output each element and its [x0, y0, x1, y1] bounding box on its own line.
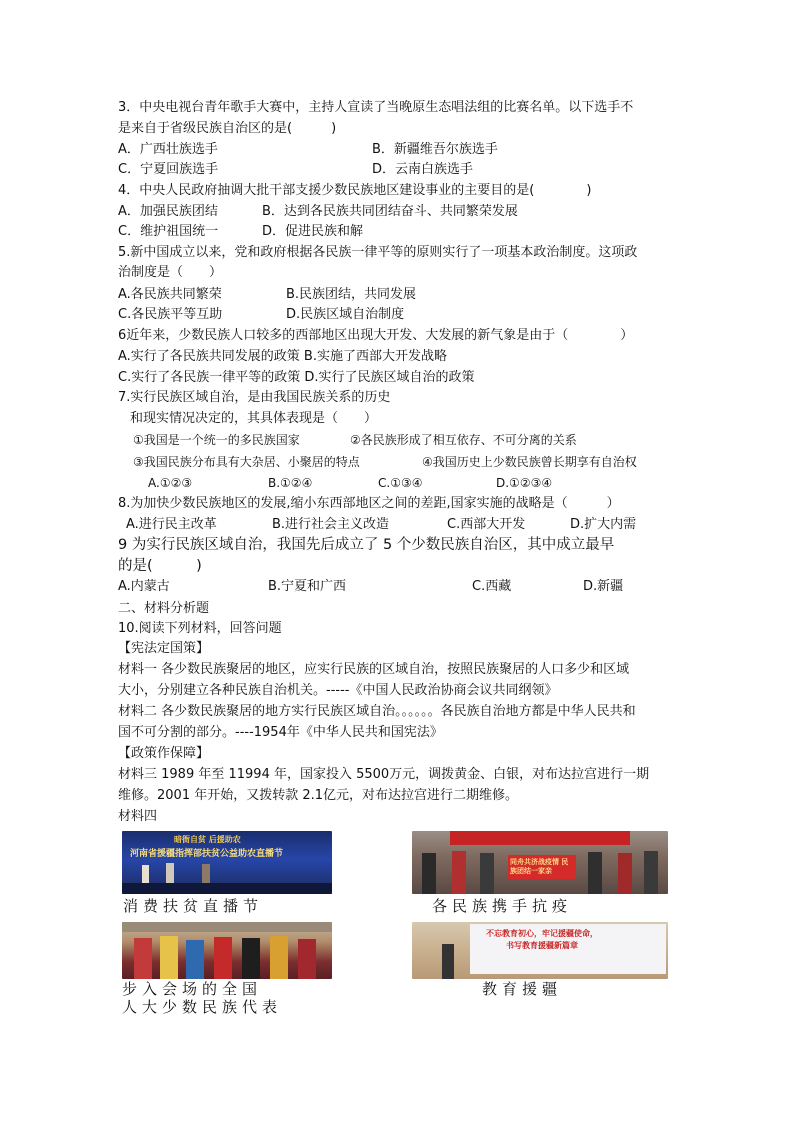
- q4-stem: 4．中央人民政府抽调大批干部支援少数民族地区建设事业的主要目的是( ): [118, 183, 592, 198]
- q10-stem: 10.阅读下列材料，回答问题: [118, 621, 282, 636]
- photo-livestream: [122, 831, 332, 894]
- person-silhouette: [134, 938, 152, 979]
- q5-stem-line1: 5.新中国成立以来，党和政府根据各民族一律平等的原则实行了一项基本政治制度。这项政: [118, 245, 638, 260]
- caption-delegates-line2: 人大少数民族代表: [122, 998, 283, 1016]
- photo-education-banner-2: 书写教育援疆新篇章: [506, 941, 578, 950]
- q4-option-c: C．维护祖国统一: [118, 224, 219, 239]
- q7-option-d: D.①②③④: [496, 476, 553, 490]
- photo-education-aid: [412, 922, 668, 979]
- q7-statement-3: ③我国民族分布具有大杂居、小聚居的特点: [133, 455, 360, 469]
- q10-heading-policy: 【政策作保障】: [118, 746, 210, 761]
- q7-statement-2: ②各民族形成了相互依存、不可分离的关系: [350, 433, 577, 447]
- q10-material-3-line1: 材料三 1989 年至 11994 年，国家投入 5500万元，调拨黄金、白银，对布达拉宫进行一期: [118, 767, 650, 782]
- photo-livestream-banner-top: 暗衙自贫 后援助农: [174, 835, 241, 844]
- person-silhouette: [422, 853, 436, 894]
- stage-floor: [122, 883, 332, 894]
- speaker-silhouette: [442, 944, 454, 979]
- q8-option-a: A.进行民主改革: [126, 517, 217, 532]
- person-silhouette: [186, 940, 204, 979]
- q7-statement-1: ①我国是一个统一的多民族国家: [133, 433, 300, 447]
- q4-option-b: B．达到各民族共同团结奋斗、共同繁荣发展: [262, 204, 518, 219]
- q10-material-2-line1: 材料二 各少数民族聚居的地方实行民族区域自治。。。。。。各民族自治地方都是中华人民共和: [118, 704, 636, 719]
- q5-option-a: A.各民族共同繁荣: [118, 287, 222, 302]
- q9-option-a: A.内蒙古: [118, 579, 170, 594]
- caption-delegates-line1: 步入会场的全国: [122, 980, 263, 998]
- person-silhouette: [480, 853, 494, 894]
- building-columns: [122, 922, 332, 932]
- person-silhouette: [214, 937, 232, 979]
- photo-fight-epidemic: [412, 831, 668, 894]
- q5-option-c: C.各民族平等互助: [118, 307, 223, 322]
- q10-material-3-line2: 维修。2001 年开始，又拨转款 2.1亿元，对布达拉宫进行二期维修。: [118, 788, 519, 803]
- q9-option-b: B.宁夏和广西: [268, 579, 347, 594]
- q7-statement-4: ④我国历史上少数民族曾长期享有自治权: [422, 455, 637, 469]
- photo-livestream-banner: 河南省援疆指挥部扶贫公益助农直播节: [130, 849, 284, 859]
- q7-option-a: A.①②③: [148, 476, 193, 490]
- q9-stem-line1: 9 为实行民族区域自治，我国先后成立了 5 个少数民族自治区，其中成立最早: [118, 537, 615, 553]
- q5-stem-line2: 治制度是（ ）: [118, 265, 223, 280]
- caption-fight-epidemic: 各民族携手抗疫: [432, 897, 573, 915]
- q6-stem: 6近年来，少数民族人口较多的西部地区出现大开发、大发展的新气象是由于（ ）: [118, 328, 634, 343]
- q10-heading-constitution: 【宪法定国策】: [118, 641, 210, 656]
- q3-option-a: A．广西壮族选手: [118, 142, 218, 157]
- person-silhouette: [452, 851, 466, 894]
- person-silhouette: [618, 853, 632, 894]
- q8-option-d: D.扩大内需: [570, 517, 637, 532]
- q9-stem-line2: 的是( ): [118, 558, 202, 574]
- q4-option-a: A．加强民族团结: [118, 204, 218, 219]
- red-banner-top: [450, 831, 630, 845]
- q3-option-c: C．宁夏回族选手: [118, 162, 219, 177]
- person-silhouette: [270, 936, 288, 979]
- q8-option-c: C.西部大开发: [447, 517, 526, 532]
- person-silhouette: [242, 938, 260, 979]
- q4-option-d: D．促进民族和解: [262, 224, 364, 239]
- q10-material-4-label: 材料四: [118, 809, 158, 824]
- q8-stem: 8.为加快少数民族地区的发展,缩小东西部地区之间的差距,国家实施的战略是（ ）: [118, 496, 620, 511]
- q5-option-d: D.民族区域自治制度: [286, 307, 405, 322]
- q5-option-b: B.民族团结，共同发展: [286, 287, 417, 302]
- q8-option-b: B.进行社会主义改造: [272, 517, 390, 532]
- caption-livestream: 消费扶贫直播节: [123, 897, 264, 915]
- q7-stem-line1: 7.实行民族区域自治，是由我国民族关系的历史: [118, 390, 391, 405]
- photo-epidemic-banner: 同舟共济战疫情 民族团结一家亲: [510, 858, 569, 875]
- section-2-heading: 二、材料分析题: [118, 601, 210, 616]
- person-silhouette: [644, 851, 658, 894]
- person-silhouette: [298, 939, 316, 979]
- q3-option-d: D．云南白族选手: [372, 162, 474, 177]
- q3-option-b: B．新疆维吾尔族选手: [372, 142, 498, 157]
- q7-option-c: C.①③④: [378, 476, 423, 490]
- person-silhouette: [160, 936, 178, 979]
- person-silhouette: [588, 852, 602, 894]
- q6-options-cd: C.实行了各民族一律平等的政策 D.实行了民族区域自治的政策: [118, 370, 475, 385]
- q7-option-b: B.①②④: [268, 476, 313, 490]
- q10-material-1-line1: 材料一 各少数民族聚居的地区，应实行民族的区域自治，按照民族聚居的人口多少和区域: [118, 662, 630, 677]
- q10-material-1-line2: 大小，分别建立各种民族自治机关。-----《中国人民政治协商会议共同纲领》: [118, 683, 558, 698]
- q9-option-d: D.新疆: [583, 579, 624, 594]
- photo-education-banner-1: 不忘教育初心，牢记援疆使命，: [486, 929, 598, 938]
- q3-stem-line1: 3．中央电视台青年歌手大赛中，主持人宣读了当晚原生态唱法组的比赛名单。以下选手不: [118, 100, 634, 115]
- photo-delegates: [122, 922, 332, 979]
- q6-options-ab: A.实行了各民族共同发展的政策 B.实施了西部大开发战略: [118, 349, 447, 364]
- q3-stem-line2: 是来自于省级民族自治区的是( ): [118, 121, 337, 136]
- q10-material-2-line2: 国不可分割的部分。----1954年《中华人民共和国宪法》: [118, 725, 443, 740]
- caption-education-aid: 教育援疆: [482, 980, 563, 998]
- q7-stem-line2: 和现实情况决定的，其具体表现是（ ）: [130, 411, 378, 426]
- q9-option-c: C.西藏: [472, 579, 512, 594]
